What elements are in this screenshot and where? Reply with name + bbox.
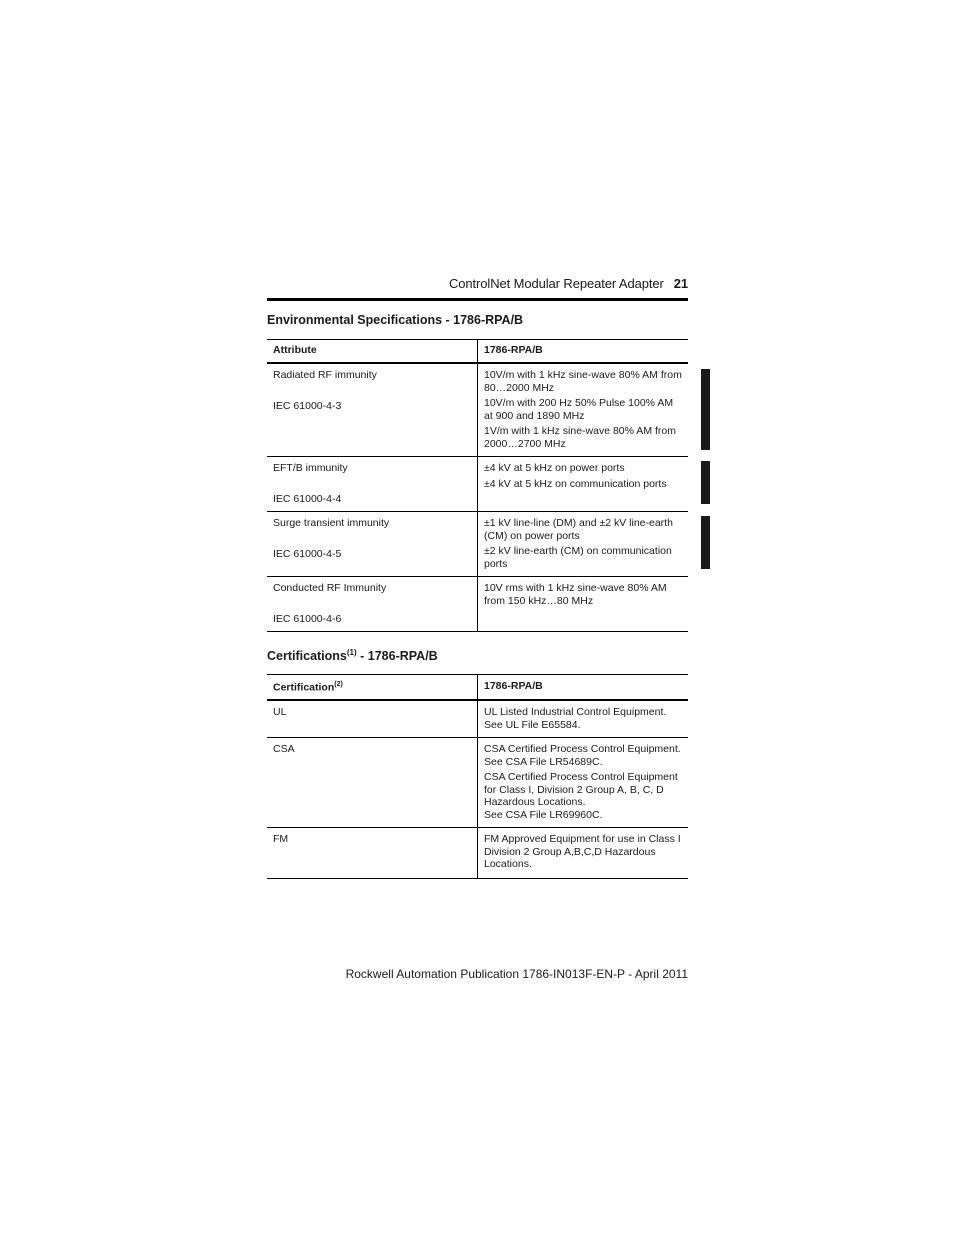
attribute-name: Radiated RF immunity [273,369,377,381]
env-specs-body [267,363,688,632]
value-cell [478,363,689,457]
certification-value: UL Listed Industrial Control Equipment. See UL File E65584. [484,706,667,731]
certification-name: CSA [273,743,295,755]
attribute-standard: IEC 61000-4-6 [273,612,342,625]
env-specs-table [267,339,688,632]
cert-col-footnote: (2) [334,681,343,688]
attribute-name: Surge transient immunity [273,517,390,529]
env-specs-header-row [267,340,688,364]
spec-value: ±1 kV line-line (DM) and ±2 kV line-earth (CM) on power ports [484,517,673,542]
chapter-tab-marker [701,461,710,504]
certifications-title-suffix: - 1786-RPA/B [356,649,438,664]
certification-value: CSA Certified Process Control Equipment for Class I, Division 2 Group A, B, C, D Hazardous Locations. See CSA File LR69960C. [484,771,678,821]
spec-value: 1V/m with 1 kHz sine-wave 80% AM from 2000…2700 MHz [484,425,676,450]
table-row [267,363,688,457]
certification-name-cell [267,700,478,738]
attribute-cell [267,512,478,577]
table-row [267,512,688,577]
publication-footer: Rockwell Automation Publication 1786-IN013F-EN-P - April 2011 [345,967,688,981]
attribute-name: EFT/B immunity [273,462,348,474]
spec-value: ±4 kV at 5 kHz on communication ports [484,477,667,490]
certification-name: UL [273,706,287,718]
running-header-title: ControlNet Modular Repeater Adapter [449,276,664,291]
certifications-title-prefix: Certifications [267,649,347,664]
certifications-body [267,700,688,878]
certification-value-cell [478,738,689,828]
cert-header-row [267,675,688,701]
attribute-cell [267,457,478,512]
cert-col-model: 1786-RPA/B [478,675,689,701]
value-cell [478,512,689,577]
spec-value: 10V/m with 1 kHz sine-wave 80% AM from 80…2000 MHz [484,369,682,394]
cert-col-certification [267,675,478,701]
env-col-model: 1786-RPA/B [478,340,689,364]
chapter-tab-marker [701,369,710,450]
certification-name-cell [267,738,478,828]
certification-name-cell [267,828,478,879]
spec-value: 10V rms with 1 kHz sine-wave 80% AM from 150 kHz…80 MHz [484,582,667,607]
page-number: 21 [673,276,688,291]
table-row [267,577,688,632]
cert-col-certification-label: Certification [273,681,335,694]
attribute-cell [267,363,478,457]
attribute-name: Conducted RF Immunity [273,582,387,594]
value-cell [478,457,689,512]
table-row [267,457,688,512]
attribute-cell [267,577,478,632]
certification-value: FM Approved Equipment for use in Class I Division 2 Group A,B,C,D Hazardous Locations. [484,833,681,870]
header-rule [267,298,688,301]
certification-name: FM [273,833,289,845]
certification-value-cell [478,828,689,879]
spec-value: ±2 kV line-earth (CM) on communication ports [484,545,672,570]
certifications-title-footnote: (1) [346,648,357,657]
certification-value-cell [478,700,689,738]
spec-value: 10V/m with 200 Hz 50% Pulse 100% AM at 900 and 1890 MHz [484,397,674,422]
spec-value: ±4 kV at 5 kHz on power ports [484,462,625,474]
value-cell [478,577,689,632]
table-row [267,828,688,879]
env-specs-title: Environmental Specifications - 1786-RPA/B [267,313,524,327]
attribute-standard: IEC 61000-4-3 [273,399,342,412]
certifications-title [267,648,438,663]
certifications-table [267,674,688,879]
env-col-attribute: Attribute [267,340,478,364]
table-row [267,700,688,738]
running-header [267,276,688,291]
certification-value: CSA Certified Process Control Equipment. See CSA File LR54689C. [484,743,681,768]
table-row [267,738,688,828]
attribute-standard: IEC 61000-4-5 [273,547,342,560]
chapter-tab-marker [701,516,710,569]
attribute-standard: IEC 61000-4-4 [273,492,342,505]
